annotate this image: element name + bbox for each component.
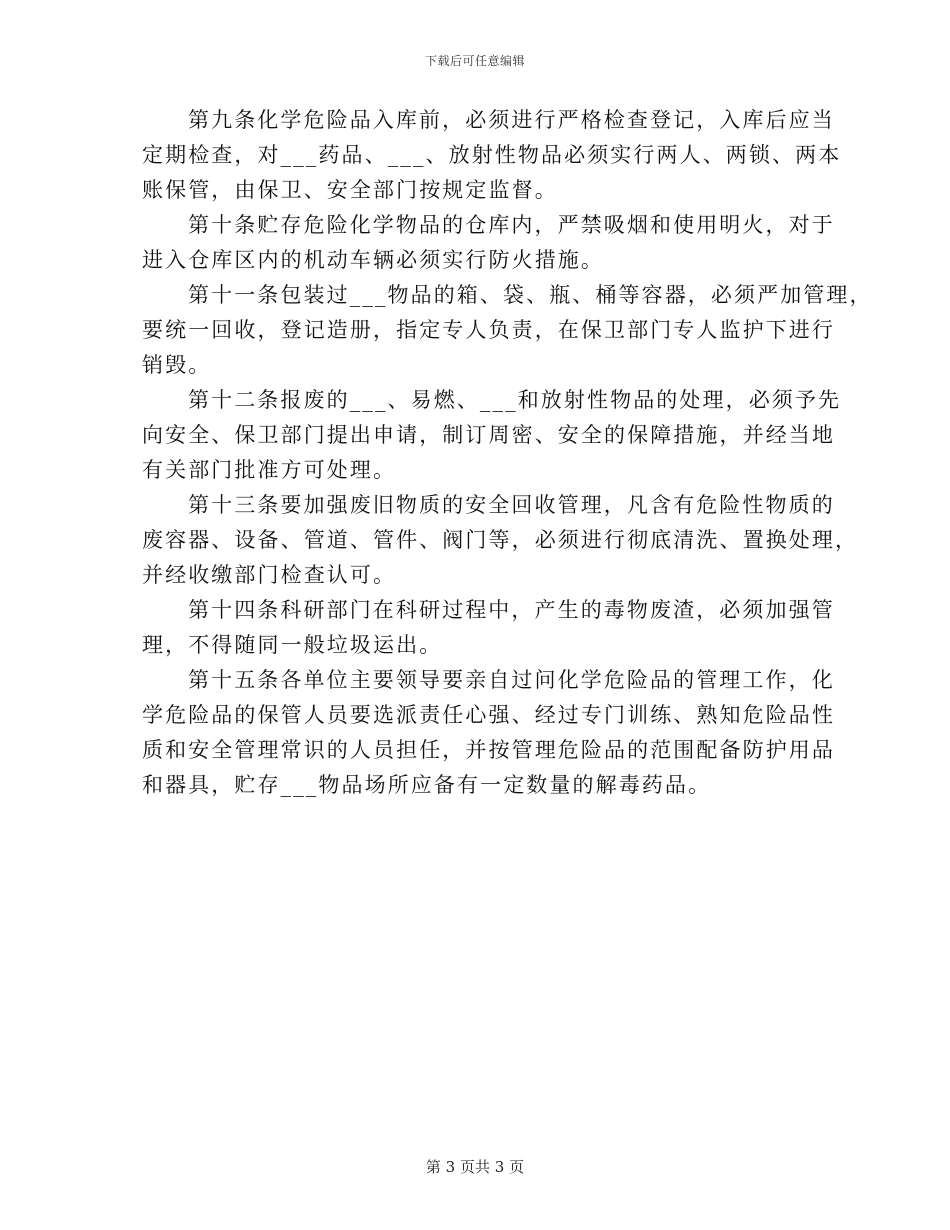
article-12 — [142, 383, 842, 488]
paragraph-line: 销毁。 — [142, 353, 212, 377]
article-15 — [142, 663, 835, 803]
paragraph-line: 定期检查，对___药品、___、放射性物品必须实行两人、两锁、两本 — [142, 143, 842, 167]
article-11 — [142, 278, 873, 383]
document-body — [142, 103, 873, 803]
paragraph-line: 要统一回收，登记造册，指定专人负责，在保卫部门专人监护下进行 — [142, 318, 835, 342]
paragraph-line: 学危险品的保管人员要选派责任心强、经过专门训练、熟知危险品性 — [142, 703, 835, 727]
article-14 — [142, 593, 835, 663]
paragraph-line: 废容器、设备、管道、管件、阀门等，必须进行彻底清洗、置换处理， — [142, 528, 859, 552]
paragraph-line: 向安全、保卫部门提出申请，制订周密、安全的保障措施，并经当地 — [142, 423, 835, 447]
article-9 — [142, 103, 842, 208]
article-13 — [142, 488, 859, 593]
paragraph-line: 和器具，贮存___物品场所应备有一定数量的解毒药品。 — [142, 773, 712, 797]
page-number: 第 3 页共 3 页 — [425, 1158, 525, 1176]
paragraph-line: 账保管，由保卫、安全部门按规定监督。 — [142, 178, 558, 202]
paragraph-line: 理，不得随同一般垃圾运出。 — [142, 633, 443, 657]
paragraph-line: 第十三条要加强废旧物质的安全回收管理，凡含有危险性物质的 — [188, 493, 835, 517]
paragraph-line: 第十二条报废的___、易燃、___和放射性物品的处理，必须予先 — [188, 388, 842, 412]
paragraph-line: 第十条贮存危险化学物品的仓库内，严禁吸烟和使用明火，对于 — [188, 213, 835, 237]
paragraph-line: 并经收缴部门检查认可。 — [142, 563, 397, 587]
paragraph-line: 质和安全管理常识的人员担任，并按管理危险品的范围配备防护用品 — [142, 738, 835, 762]
paragraph-line: 进入仓库区内的机动车辆必须实行防火措施。 — [142, 248, 604, 272]
paragraph-line: 有关部门批准方可处理。 — [142, 458, 397, 482]
paragraph-line: 第九条化学危险品入库前，必须进行严格检查登记，入库后应当 — [188, 108, 835, 132]
paragraph-line: 第十四条科研部门在科研过程中，产生的毒物废渣，必须加强管 — [188, 598, 835, 622]
paragraph-line: 第十五条各单位主要领导要亲自过问化学危险品的管理工作，化 — [188, 668, 835, 692]
page-header: 下载后可任意编辑 — [424, 54, 525, 68]
paragraph-line: 第十一条包装过___物品的箱、袋、瓶、桶等容器，必须严加管理， — [188, 283, 873, 307]
article-10 — [142, 208, 835, 278]
